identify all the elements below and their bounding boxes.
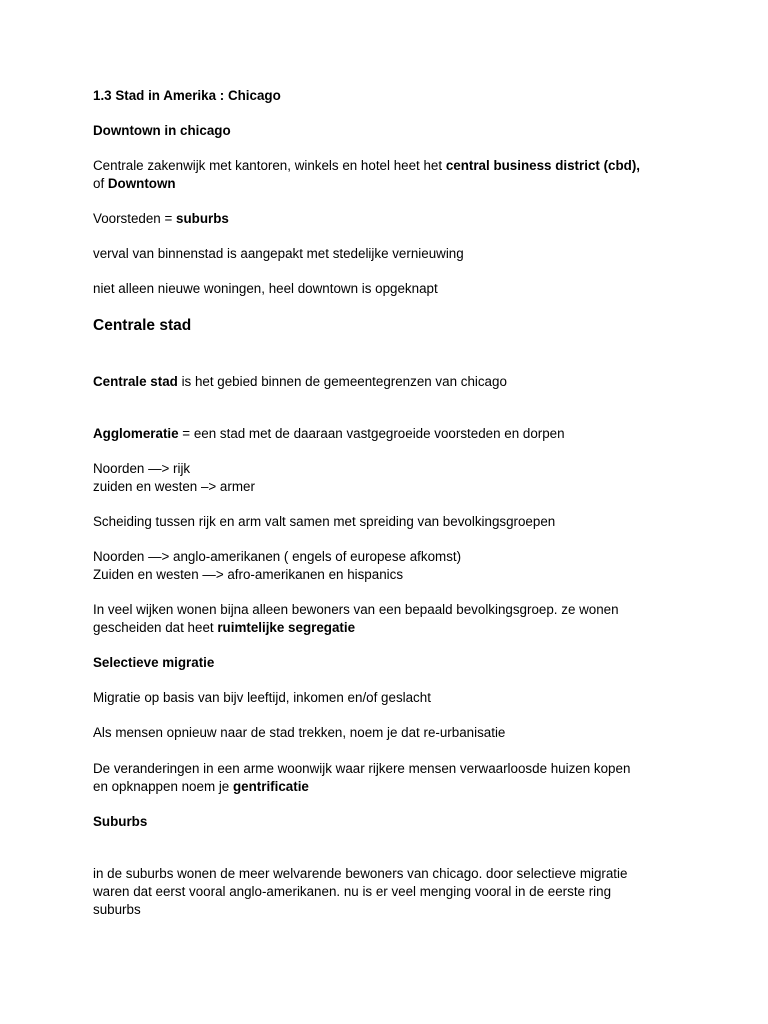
cbd-or-text: of (93, 176, 108, 191)
centrale-stad-definition (93, 373, 507, 391)
verval-line: verval van binnenstad is aangepakt met stedelijke vernieuwing (93, 246, 464, 261)
agglomeratie-term: Agglomeratie (93, 426, 179, 441)
cbd-text: Centrale zakenwijk met kantoren, winkels en hotel heet het (93, 158, 446, 173)
migratie-basis-line: Migratie op basis van bijv leeftijd, inkomen en/of geslacht (93, 690, 431, 705)
niet-alleen-line: niet alleen nieuwe woningen, heel downtown is opgeknapt (93, 281, 438, 296)
scheiding-line: Scheiding tussen rijk en arm valt samen met spreiding van bevolkingsgroepen (93, 514, 556, 529)
wijken-line-1: In veel wijken wonen bijna alleen bewoners van een bepaald bevolkingsgroep. ze wonen (93, 602, 619, 617)
suburbs-paragraph-line-1: in de suburbs wonen de meer welvarende bewoners van chicago. door selectieve migratie (93, 866, 628, 881)
cbd-paragraph-line-2 (93, 175, 176, 193)
document-title: 1.3 Stad in Amerika : Chicago (93, 88, 281, 103)
gentrificatie-line-1: De veranderingen in een arme woonwijk waar rijkere mensen verwaarloosde huizen kopen (93, 761, 631, 776)
centrale-stad-text: is het gebied binnen de gemeentegrenzen van chicago (177, 374, 507, 389)
suburbs-heading: Suburbs (93, 814, 148, 829)
selectieve-migratie-heading: Selectieve migratie (93, 655, 215, 670)
wijken-text: gescheiden dat heet (93, 620, 218, 635)
voorsteden-text: Voorsteden = (93, 211, 177, 226)
suburbs-paragraph-line-2: waren dat eerst vooral anglo-amerikanen. nu is er veel menging vooral in de eerste ring (93, 884, 612, 899)
centrale-stad-term: Centrale stad (93, 374, 178, 389)
cbd-paragraph-line-1 (93, 157, 640, 175)
segregatie-term: ruimtelijke segregatie (217, 620, 356, 635)
noorden-rijk-line: Noorden —> rijk (93, 461, 191, 476)
reurbanisatie-line: Als mensen opnieuw naar de stad trekken, noem je dat re-urbanisatie (93, 725, 506, 740)
centrale-stad-heading: Centrale stad (93, 317, 192, 334)
voorsteden-line (93, 210, 229, 228)
wijken-line-2 (93, 619, 355, 637)
zuiden-armer-line: zuiden en westen –> armer (93, 479, 255, 494)
agglomeratie-definition (93, 425, 565, 443)
suburbs-term: suburbs (176, 211, 229, 226)
cbd-term: central business district (cbd), (445, 158, 641, 173)
gentrificatie-line-2 (93, 778, 309, 796)
suburbs-paragraph-line-3: suburbs (93, 902, 141, 917)
noorden-anglo-line: Noorden —> anglo-amerikanen ( engels of europese afkomst) (93, 549, 462, 564)
downtown-term: Downtown (107, 176, 176, 191)
gentrificatie-text: en opknappen noem je (93, 779, 233, 794)
zuiden-afro-line: Zuiden en westen —> afro-amerikanen en hispanics (93, 567, 404, 582)
agglomeratie-text: = een stad met de daaraan vastgegroeide voorsteden en dorpen (178, 426, 565, 441)
gentrificatie-term: gentrificatie (232, 779, 309, 794)
downtown-heading: Downtown in chicago (93, 123, 231, 138)
